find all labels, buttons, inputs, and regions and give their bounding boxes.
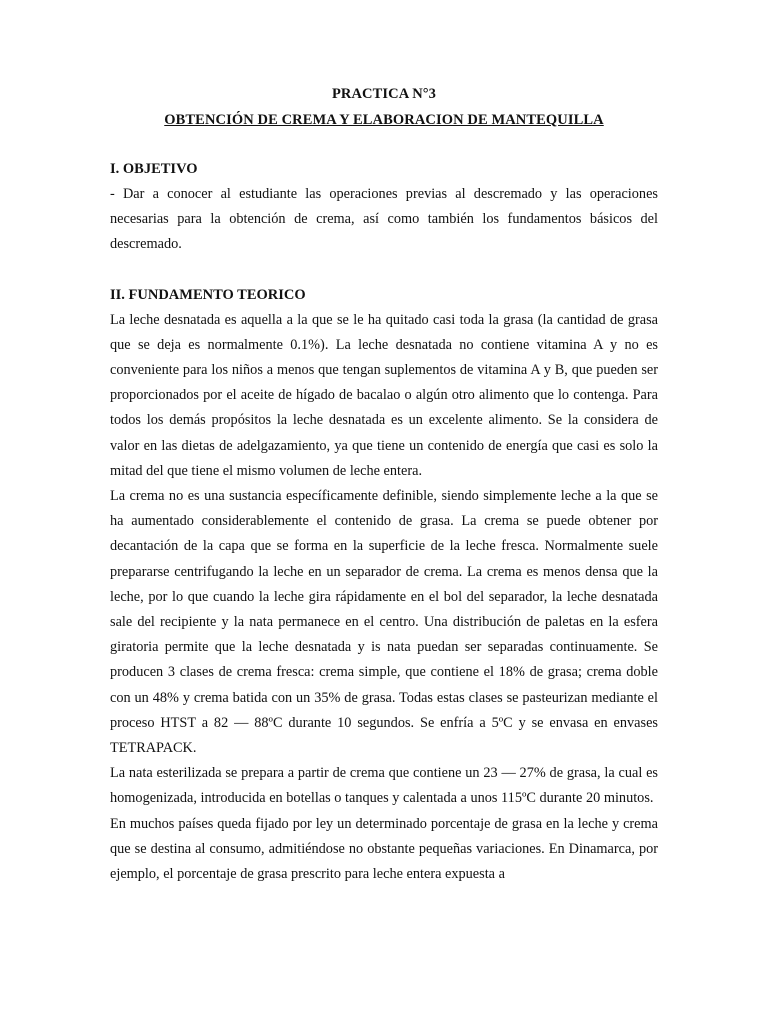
document-subtitle: OBTENCIÓN DE CREMA Y ELABORACION DE MANTEQUILLA — [164, 112, 604, 128]
section-heading-fundamento: II. FUNDAMENTO TEORICO — [110, 286, 306, 303]
document-title: PRACTICA N°3 — [331, 86, 437, 102]
objetivo-paragraph: - Dar a conocer al estudiante las operaciones previas al descremado y las operaciones necesarias para la obtención de crema, así como también los fundamentos básicos del descremado. — [110, 186, 658, 253]
fundamento-paragraph-2: La crema no es una sustancia específicamente definible, siendo simplemente leche a la que se ha aumentado considerablemente el contenido de grasa. La crema se puede obtener por decantación de la capa que se forma en la superficie de la leche fresca. Normalmente suele prepararse centrifugando la leche en un separador de crema. La crema es menos densa que la leche, por lo que cuando la leche gira rápidamente en el bol del separador, la leche desnatada sale del recipiente y la nata permanece en el centro. Una distribución de paletas en la esfera giratoria permite que la leche desnatada y is nata puedan ser separadas continuamente. Se producen 3 clases de crema fresca: crema simple, que contiene el 18% de grasa; crema doble con un 48% y crema batida con un 35% de grasa. Todas estas clases se pasteurizan mediante el proceso HTST a 82 — 88ºC durante 10 segundos. Se enfría a 5ºC y se envasa en envases TETRAPACK. — [110, 488, 658, 757]
fundamento-paragraph-3: La nata esterilizada se prepara a partir de crema que contiene un 23 — 27% de grasa, la cual es homogenizada, introducida en botellas o tanques y calentada a unos 115ºC durante 20 minutos. — [110, 765, 658, 807]
fundamento-paragraph-1: La leche desnatada es aquella a la que se le ha quitado casi toda la grasa (la cantidad de grasa que se deja es normalmente 0.1%). La leche desnatada no contiene vitamina A y no es conveniente para los niños a menos que tengan suplementos de vitamina A y B, que pueden ser proporcionados por el aceite de hígado de bacalao o algún otro alimento que lo contenga. Para todos los demás propósitos la leche desnatada es un excelente alimento. Se la considera de valor en las dietas de adelgazamiento, ya que tiene un contenido de energía que casi es solo la mitad del que tiene el mismo volumen de leche entera. — [110, 311, 658, 479]
section-heading-objetivo: I. OBJETIVO — [110, 161, 198, 177]
document-body — [110, 82, 658, 887]
fundamento-paragraph-4: En muchos países queda fijado por ley un determinado porcentaje de grasa en la leche y crema que se destina al consumo, admitiéndose no obstante pequeñas variaciones. En Dinamarca, por ejemplo, el porcentaje de grasa prescrito para leche entera expuesta a — [110, 815, 658, 883]
